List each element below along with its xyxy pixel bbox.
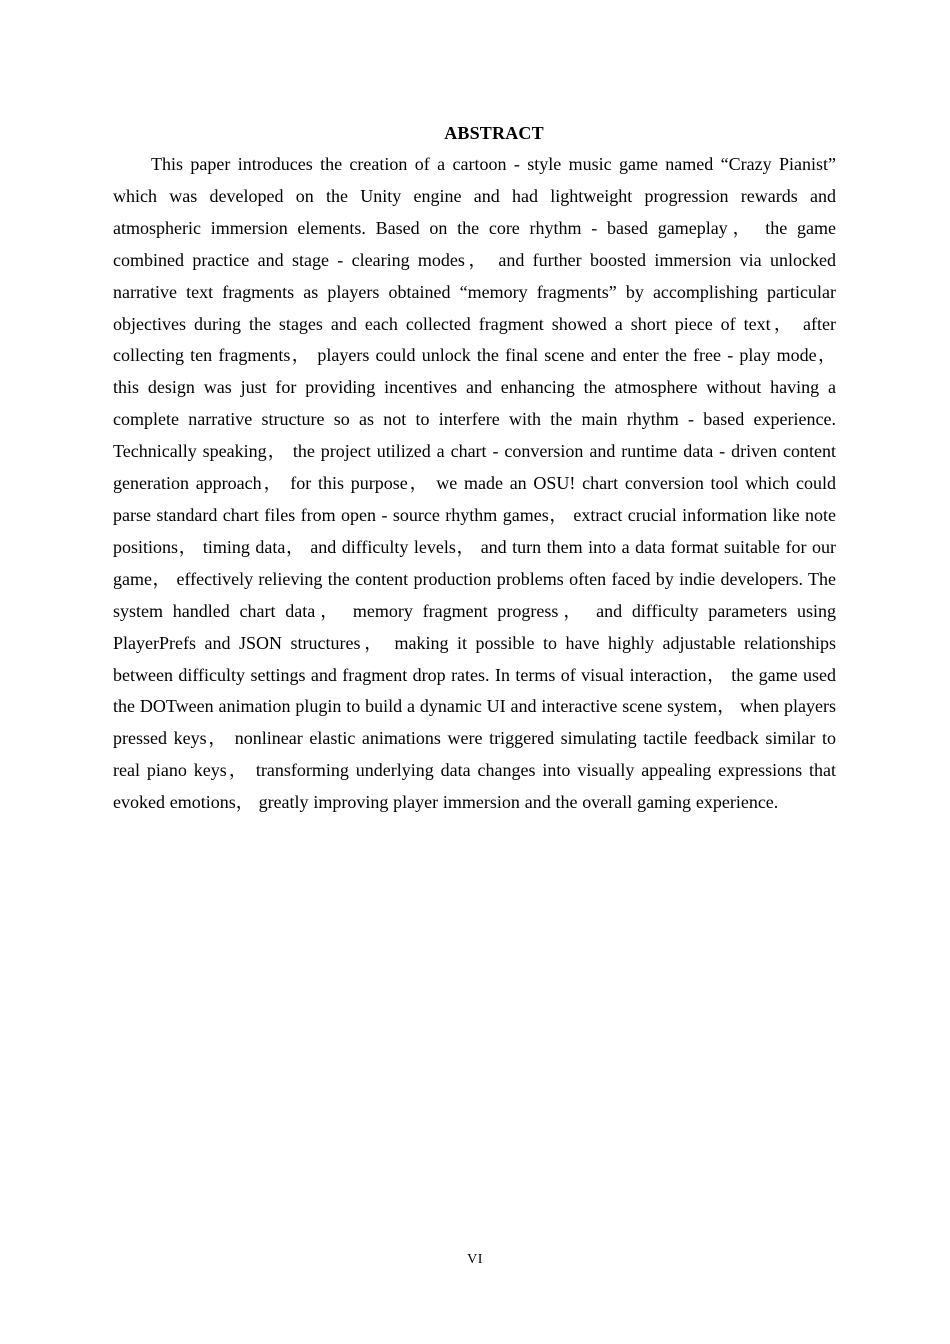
page-number: VI — [467, 1252, 483, 1267]
abstract-heading: ABSTRACT — [444, 123, 544, 143]
abstract-paragraph: This paper introduces the creation of a cartoon - style music game named “Crazy Pianist” which was developed on the Unity engine and had lightweight progression rewards and atmospheric immersion elements. Based on the core rhythm - based gameplay， the game combined practice and stage - clearing modes， and further boosted immersion via unlocked narrative text fragments as players obtained “memory fragments” by accomplishing particular objectives during the stages and each collected fragment showed a short piece of text， after collecting ten fragments， players could unlock the final scene and enter the free - play mode， this design was just for providing incentives and enhancing the atmosphere without having a complete narrative structure so as not to interfere with the main rhythm - based experience. Technically speaking， the project utilized a chart - conversion and runtime data - driven content generation approach， for this purpose， we made an OSU! chart conversion tool which could parse standard chart files from open - source rhythm games， extract crucial information like note positions， timing data， and difficulty levels， and turn them into a data format suitable for our game， effectively relieving the content production problems often faced by indie developers. The system handled chart data， memory fragment progress， and difficulty parameters using PlayerPrefs and JSON structures， making it possible to have highly adjustable relationships between difficulty settings and fragment drop rates. In terms of visual interaction， the game used the DOTween animation plugin to build a dynamic UI and interactive scene system， when players pressed keys， nonlinear elastic animations were triggered simulating tactile feedback similar to real piano keys， transforming underlying data changes into visually appealing expressions that evoked emotions， greatly improving player immersion and the overall gaming experience. — [113, 154, 836, 813]
